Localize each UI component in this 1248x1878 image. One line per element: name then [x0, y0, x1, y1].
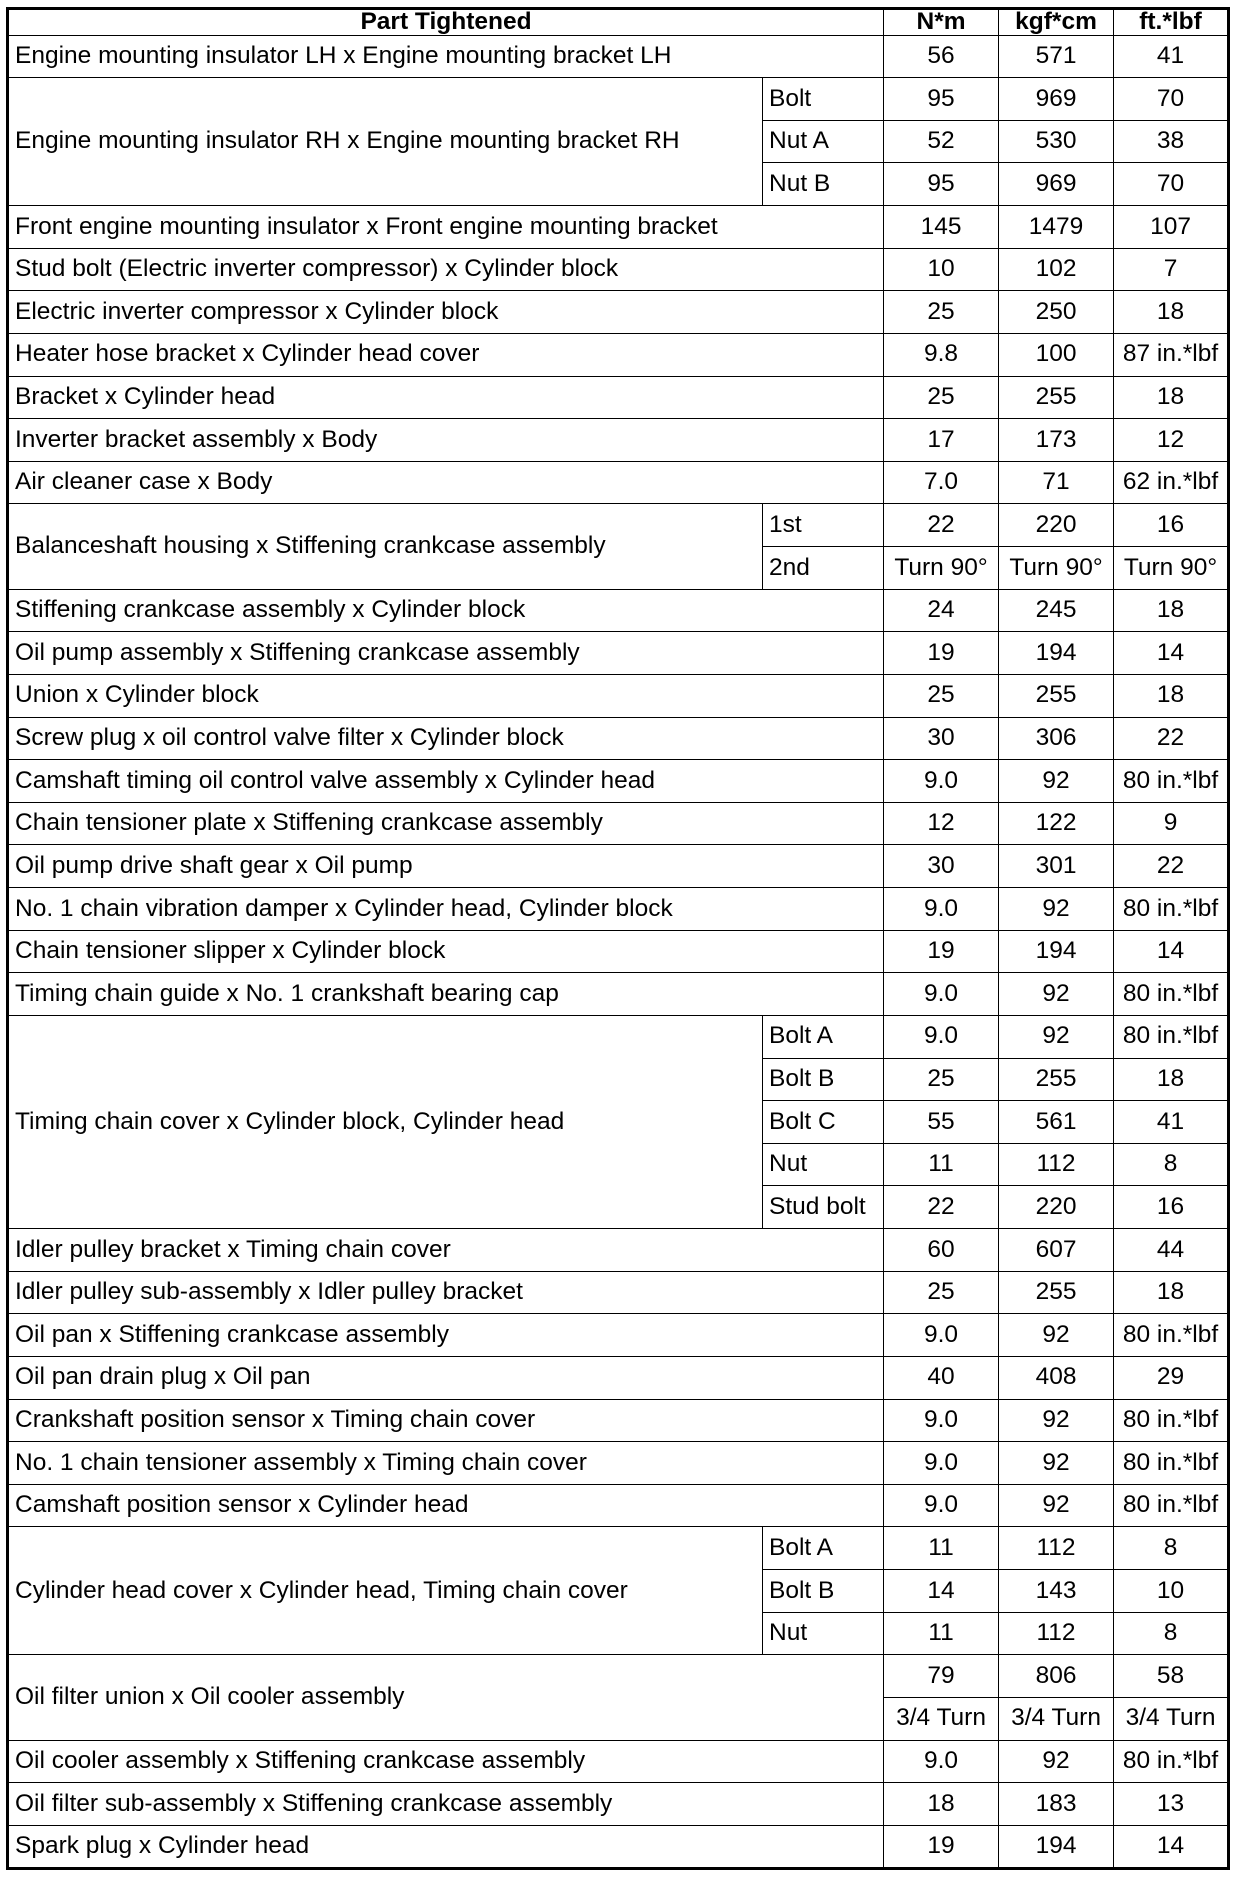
torque-kgfcm-cell: 92: [999, 973, 1114, 1016]
part-name-cell: Spark plug x Cylinder head: [8, 1825, 884, 1868]
torque-ftlbf-cell: 18: [1114, 674, 1229, 717]
part-name-cell: Chain tensioner plate x Stiffening crankcase assembly: [8, 802, 884, 845]
part-name-cell: Camshaft timing oil control valve assembly x Cylinder head: [8, 760, 884, 803]
torque-nm-cell: Turn 90°: [884, 547, 999, 590]
torque-nm-cell: 11: [884, 1143, 999, 1186]
torque-ftlbf-cell: 16: [1114, 1186, 1229, 1229]
table-row: [8, 1442, 1229, 1485]
fastener-label-cell: Bolt A: [763, 1527, 884, 1570]
part-name-cell: Oil cooler assembly x Stiffening crankcase assembly: [8, 1740, 884, 1783]
part-name-cell: Union x Cylinder block: [8, 674, 884, 717]
part-name-cell: Stiffening crankcase assembly x Cylinder block: [8, 589, 884, 632]
torque-kgfcm-cell: 530: [999, 120, 1114, 163]
table-row: [8, 1655, 1229, 1698]
table-row: [8, 973, 1229, 1016]
part-name-cell: Inverter bracket assembly x Body: [8, 419, 884, 462]
torque-nm-cell: 24: [884, 589, 999, 632]
torque-kgfcm-cell: 1479: [999, 206, 1114, 249]
part-name-cell: Cylinder head cover x Cylinder head, Timing chain cover: [8, 1527, 763, 1655]
part-name-cell: Oil pan drain plug x Oil pan: [8, 1356, 884, 1399]
torque-nm-cell: 55: [884, 1101, 999, 1144]
torque-kgfcm-cell: 969: [999, 78, 1114, 121]
torque-ftlbf-cell: 7: [1114, 248, 1229, 291]
torque-kgfcm-cell: 306: [999, 717, 1114, 760]
fastener-label-cell: 1st: [763, 504, 884, 547]
torque-nm-cell: 40: [884, 1356, 999, 1399]
torque-kgfcm-cell: 806: [999, 1655, 1114, 1698]
torque-nm-cell: 30: [884, 717, 999, 760]
table-row: [8, 248, 1229, 291]
table-row: [8, 419, 1229, 462]
table-row: [8, 1484, 1229, 1527]
torque-nm-cell: 11: [884, 1527, 999, 1570]
torque-kgfcm-cell: 255: [999, 674, 1114, 717]
torque-specification-table: [6, 7, 1230, 1870]
table-row: [8, 930, 1229, 973]
torque-kgfcm-cell: 92: [999, 1740, 1114, 1783]
part-name-cell: Oil pump assembly x Stiffening crankcase assembly: [8, 632, 884, 675]
torque-ftlbf-cell: 10: [1114, 1570, 1229, 1613]
torque-kgfcm-cell: 71: [999, 461, 1114, 504]
torque-kgfcm-cell: 194: [999, 632, 1114, 675]
torque-nm-cell: 9.0: [884, 888, 999, 931]
table-row: [8, 461, 1229, 504]
fastener-label-cell: Bolt: [763, 78, 884, 121]
torque-kgfcm-cell: 255: [999, 1058, 1114, 1101]
torque-ftlbf-cell: 22: [1114, 845, 1229, 888]
fastener-label-cell: Stud bolt: [763, 1186, 884, 1229]
part-name-cell: Idler pulley bracket x Timing chain cover: [8, 1229, 884, 1272]
part-name-cell: Oil filter union x Oil cooler assembly: [8, 1655, 884, 1740]
torque-nm-cell: 19: [884, 930, 999, 973]
torque-kgfcm-cell: 92: [999, 760, 1114, 803]
torque-nm-cell: 145: [884, 206, 999, 249]
table-row: [8, 888, 1229, 931]
torque-nm-cell: 79: [884, 1655, 999, 1698]
fastener-label-cell: Bolt A: [763, 1015, 884, 1058]
torque-ftlbf-cell: 107: [1114, 206, 1229, 249]
torque-kgfcm-cell: 220: [999, 1186, 1114, 1229]
table-row: [8, 35, 1229, 78]
fastener-label-cell: Nut B: [763, 163, 884, 206]
table-row: [8, 78, 1229, 121]
table-row: [8, 1229, 1229, 1272]
torque-kgfcm-cell: 194: [999, 1825, 1114, 1868]
torque-ftlbf-cell: 12: [1114, 419, 1229, 462]
header-nm: N*m: [884, 9, 999, 36]
table-row: [8, 1271, 1229, 1314]
part-name-cell: Balanceshaft housing x Stiffening crankcase assembly: [8, 504, 763, 589]
fastener-label-cell: Bolt B: [763, 1570, 884, 1613]
table-row: [8, 717, 1229, 760]
torque-nm-cell: 11: [884, 1612, 999, 1655]
torque-ftlbf-cell: 80 in.*lbf: [1114, 1442, 1229, 1485]
fastener-label-cell: Bolt C: [763, 1101, 884, 1144]
torque-kgfcm-cell: 250: [999, 291, 1114, 334]
torque-kgfcm-cell: 92: [999, 1442, 1114, 1485]
torque-kgfcm-cell: 92: [999, 1399, 1114, 1442]
torque-ftlbf-cell: 38: [1114, 120, 1229, 163]
torque-ftlbf-cell: 3/4 Turn: [1114, 1697, 1229, 1740]
fastener-label-cell: 2nd: [763, 547, 884, 590]
torque-kgfcm-cell: 255: [999, 376, 1114, 419]
torque-nm-cell: 9.0: [884, 973, 999, 1016]
torque-kgfcm-cell: 607: [999, 1229, 1114, 1272]
torque-ftlbf-cell: 70: [1114, 78, 1229, 121]
torque-nm-cell: 56: [884, 35, 999, 78]
torque-ftlbf-cell: 18: [1114, 1058, 1229, 1101]
table-row: [8, 760, 1229, 803]
torque-nm-cell: 25: [884, 376, 999, 419]
torque-nm-cell: 25: [884, 1271, 999, 1314]
torque-kgfcm-cell: 112: [999, 1527, 1114, 1570]
torque-nm-cell: 95: [884, 163, 999, 206]
torque-kgfcm-cell: Turn 90°: [999, 547, 1114, 590]
torque-nm-cell: 9.0: [884, 1442, 999, 1485]
torque-kgfcm-cell: 3/4 Turn: [999, 1697, 1114, 1740]
torque-kgfcm-cell: 255: [999, 1271, 1114, 1314]
table-row: [8, 632, 1229, 675]
torque-ftlbf-cell: 29: [1114, 1356, 1229, 1399]
torque-ftlbf-cell: 80 in.*lbf: [1114, 888, 1229, 931]
part-name-cell: Oil pump drive shaft gear x Oil pump: [8, 845, 884, 888]
torque-kgfcm-cell: 173: [999, 419, 1114, 462]
table-row: [8, 589, 1229, 632]
part-name-cell: Crankshaft position sensor x Timing chain cover: [8, 1399, 884, 1442]
torque-ftlbf-cell: 80 in.*lbf: [1114, 1484, 1229, 1527]
torque-ftlbf-cell: 18: [1114, 589, 1229, 632]
table-row: [8, 504, 1229, 547]
torque-kgfcm-cell: 183: [999, 1783, 1114, 1826]
torque-ftlbf-cell: 80 in.*lbf: [1114, 1015, 1229, 1058]
torque-ftlbf-cell: 18: [1114, 1271, 1229, 1314]
part-name-cell: Engine mounting insulator RH x Engine mounting bracket RH: [8, 78, 763, 206]
part-name-cell: Camshaft position sensor x Cylinder head: [8, 1484, 884, 1527]
torque-nm-cell: 25: [884, 1058, 999, 1101]
torque-kgfcm-cell: 969: [999, 163, 1114, 206]
table-body: [8, 35, 1229, 1869]
torque-ftlbf-cell: 58: [1114, 1655, 1229, 1698]
torque-ftlbf-cell: 41: [1114, 1101, 1229, 1144]
part-name-cell: No. 1 chain vibration damper x Cylinder head, Cylinder block: [8, 888, 884, 931]
part-name-cell: Electric inverter compressor x Cylinder block: [8, 291, 884, 334]
torque-ftlbf-cell: 62 in.*lbf: [1114, 461, 1229, 504]
torque-ftlbf-cell: 18: [1114, 376, 1229, 419]
torque-ftlbf-cell: Turn 90°: [1114, 547, 1229, 590]
table-row: [8, 1314, 1229, 1357]
torque-nm-cell: 18: [884, 1783, 999, 1826]
torque-ftlbf-cell: 80 in.*lbf: [1114, 1314, 1229, 1357]
torque-nm-cell: 52: [884, 120, 999, 163]
torque-nm-cell: 25: [884, 674, 999, 717]
part-name-cell: No. 1 chain tensioner assembly x Timing chain cover: [8, 1442, 884, 1485]
fastener-label-cell: Bolt B: [763, 1058, 884, 1101]
part-name-cell: Engine mounting insulator LH x Engine mounting bracket LH: [8, 35, 884, 78]
fastener-label-cell: Nut: [763, 1612, 884, 1655]
torque-kgfcm-cell: 112: [999, 1612, 1114, 1655]
table-row: [8, 1740, 1229, 1783]
part-name-cell: Timing chain guide x No. 1 crankshaft bearing cap: [8, 973, 884, 1016]
torque-ftlbf-cell: 9: [1114, 802, 1229, 845]
table-row: [8, 1783, 1229, 1826]
torque-kgfcm-cell: 408: [999, 1356, 1114, 1399]
table-row: [8, 376, 1229, 419]
torque-nm-cell: 9.0: [884, 1740, 999, 1783]
part-name-cell: Heater hose bracket x Cylinder head cover: [8, 333, 884, 376]
torque-ftlbf-cell: 14: [1114, 930, 1229, 973]
torque-nm-cell: 3/4 Turn: [884, 1697, 999, 1740]
torque-nm-cell: 9.0: [884, 760, 999, 803]
part-name-cell: Timing chain cover x Cylinder block, Cylinder head: [8, 1015, 763, 1228]
torque-nm-cell: 22: [884, 504, 999, 547]
torque-kgfcm-cell: 194: [999, 930, 1114, 973]
torque-nm-cell: 9.8: [884, 333, 999, 376]
torque-ftlbf-cell: 16: [1114, 504, 1229, 547]
torque-ftlbf-cell: 80 in.*lbf: [1114, 760, 1229, 803]
table-row: [8, 1527, 1229, 1570]
torque-nm-cell: 9.0: [884, 1484, 999, 1527]
table-row: [8, 1015, 1229, 1058]
torque-ftlbf-cell: 22: [1114, 717, 1229, 760]
torque-kgfcm-cell: 100: [999, 333, 1114, 376]
torque-nm-cell: 17: [884, 419, 999, 462]
torque-nm-cell: 19: [884, 1825, 999, 1868]
torque-ftlbf-cell: 14: [1114, 1825, 1229, 1868]
torque-ftlbf-cell: 13: [1114, 1783, 1229, 1826]
torque-ftlbf-cell: 80 in.*lbf: [1114, 973, 1229, 1016]
torque-kgfcm-cell: 571: [999, 35, 1114, 78]
torque-nm-cell: 7.0: [884, 461, 999, 504]
torque-ftlbf-cell: 70: [1114, 163, 1229, 206]
torque-kgfcm-cell: 561: [999, 1101, 1114, 1144]
torque-ftlbf-cell: 44: [1114, 1229, 1229, 1272]
part-name-cell: Chain tensioner slipper x Cylinder block: [8, 930, 884, 973]
torque-nm-cell: 22: [884, 1186, 999, 1229]
torque-kgfcm-cell: 112: [999, 1143, 1114, 1186]
header-part-tightened: Part Tightened: [8, 9, 884, 36]
table-row: [8, 1399, 1229, 1442]
torque-nm-cell: 10: [884, 248, 999, 291]
torque-kgfcm-cell: 301: [999, 845, 1114, 888]
torque-ftlbf-cell: 41: [1114, 35, 1229, 78]
part-name-cell: Air cleaner case x Body: [8, 461, 884, 504]
torque-nm-cell: 95: [884, 78, 999, 121]
torque-nm-cell: 25: [884, 291, 999, 334]
torque-ftlbf-cell: 8: [1114, 1143, 1229, 1186]
torque-ftlbf-cell: 80 in.*lbf: [1114, 1740, 1229, 1783]
torque-nm-cell: 9.0: [884, 1399, 999, 1442]
table-row: [8, 333, 1229, 376]
torque-kgfcm-cell: 92: [999, 888, 1114, 931]
torque-nm-cell: 14: [884, 1570, 999, 1613]
torque-ftlbf-cell: 18: [1114, 291, 1229, 334]
table-row: [8, 845, 1229, 888]
torque-kgfcm-cell: 143: [999, 1570, 1114, 1613]
torque-nm-cell: 12: [884, 802, 999, 845]
torque-nm-cell: 9.0: [884, 1015, 999, 1058]
part-name-cell: Oil pan x Stiffening crankcase assembly: [8, 1314, 884, 1357]
torque-kgfcm-cell: 92: [999, 1314, 1114, 1357]
table-row: [8, 1825, 1229, 1868]
header-kgfcm: kgf*cm: [999, 9, 1114, 36]
torque-ftlbf-cell: 87 in.*lbf: [1114, 333, 1229, 376]
header-ftlbf: ft.*lbf: [1114, 9, 1229, 36]
torque-nm-cell: 19: [884, 632, 999, 675]
table-row: [8, 1356, 1229, 1399]
part-name-cell: Screw plug x oil control valve filter x Cylinder block: [8, 717, 884, 760]
table-row: [8, 674, 1229, 717]
torque-kgfcm-cell: 220: [999, 504, 1114, 547]
torque-kgfcm-cell: 245: [999, 589, 1114, 632]
table-row: [8, 802, 1229, 845]
fastener-label-cell: Nut A: [763, 120, 884, 163]
table-row: [8, 206, 1229, 249]
part-name-cell: Front engine mounting insulator x Front engine mounting bracket: [8, 206, 884, 249]
torque-kgfcm-cell: 122: [999, 802, 1114, 845]
torque-ftlbf-cell: 14: [1114, 632, 1229, 675]
torque-nm-cell: 9.0: [884, 1314, 999, 1357]
table-row: [8, 291, 1229, 334]
torque-kgfcm-cell: 92: [999, 1484, 1114, 1527]
part-name-cell: Bracket x Cylinder head: [8, 376, 884, 419]
header-row: [8, 9, 1229, 36]
part-name-cell: Oil filter sub-assembly x Stiffening crankcase assembly: [8, 1783, 884, 1826]
fastener-label-cell: Nut: [763, 1143, 884, 1186]
torque-nm-cell: 60: [884, 1229, 999, 1272]
torque-kgfcm-cell: 102: [999, 248, 1114, 291]
torque-ftlbf-cell: 8: [1114, 1612, 1229, 1655]
part-name-cell: Stud bolt (Electric inverter compressor) x Cylinder block: [8, 248, 884, 291]
torque-ftlbf-cell: 8: [1114, 1527, 1229, 1570]
torque-kgfcm-cell: 92: [999, 1015, 1114, 1058]
torque-ftlbf-cell: 80 in.*lbf: [1114, 1399, 1229, 1442]
part-name-cell: Idler pulley sub-assembly x Idler pulley bracket: [8, 1271, 884, 1314]
torque-nm-cell: 30: [884, 845, 999, 888]
